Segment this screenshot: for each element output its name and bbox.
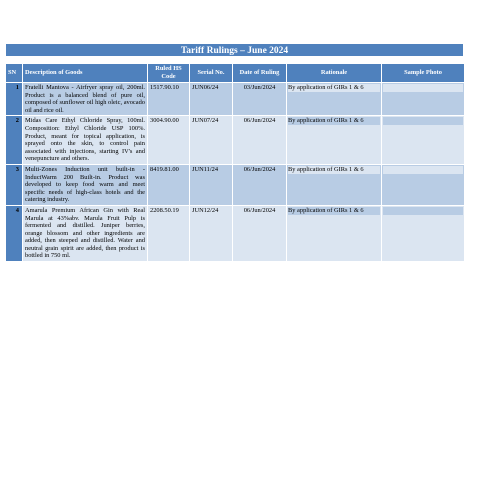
tariff-rulings-sheet	[5, 43, 464, 262]
row-rationale: By application of GIRs 1 & 6	[288, 84, 380, 92]
row-rationale: By application of GIRs 1 & 6	[288, 207, 380, 215]
header-serial-no: Serial No.	[190, 64, 233, 83]
row-rationale-cell	[287, 205, 382, 261]
table-row	[6, 83, 465, 116]
rulings-table	[5, 63, 465, 262]
row-sample-photo	[383, 166, 463, 174]
row-description: Midas Care Ethyl Chloride Spray, 100ml. Composition: Ethyl Chloride USP 100%. Product, meant for topical application, is sprayed onto the skin, to control pain associated with injections, starting IV's and venepuncture and others.	[23, 116, 148, 165]
header-sn: SN	[6, 64, 23, 83]
row-description: Multi-Zones Induction unit built-in - InductWarm 200 Built-in. Product was developed to keep food warm and meet specific needs of high-class hotels and the catering industry.	[23, 164, 148, 205]
row-date-of-ruling: 06/Jun/2024	[233, 205, 287, 261]
table-row	[6, 116, 465, 165]
row-rationale: By application of GIRs 1 & 6	[288, 166, 380, 174]
row-sn: 4	[6, 205, 23, 261]
row-rationale-cell	[287, 164, 382, 205]
row-sn: 1	[6, 83, 23, 116]
row-sample-photo	[383, 84, 463, 92]
row-description: Fratelli Mantova - Airfryer spray oil, 200ml. Product is a balanced blend of pure oil, composed of sunflower oil high oleic, avocado oil and rice oil.	[23, 83, 148, 116]
header-description: Description of Goods	[23, 64, 148, 83]
row-hs-code: 2208.50.19	[148, 205, 190, 261]
row-rationale-cell	[287, 83, 382, 116]
row-sn: 2	[6, 116, 23, 165]
header-rationale: Rationale	[287, 64, 382, 83]
table-row	[6, 164, 465, 205]
header-sample-photo: Sample Photo	[382, 64, 465, 83]
row-date-of-ruling: 06/Jun/2024	[233, 116, 287, 165]
row-hs-code: 3004.90.00	[148, 116, 190, 165]
table-header-row	[6, 64, 465, 83]
row-date-of-ruling: 06/Jun/2024	[233, 164, 287, 205]
row-sample-photo-cell	[382, 205, 465, 261]
row-rationale-cell	[287, 116, 382, 165]
header-date-of-ruling: Date of Ruling	[233, 64, 287, 83]
row-sample-photo	[383, 207, 463, 215]
row-hs-code: 8419.81.00	[148, 164, 190, 205]
row-hs-code: 1517.90.10	[148, 83, 190, 116]
row-serial-no: JUN12/24	[190, 205, 233, 261]
row-serial-no: JUN11/24	[190, 164, 233, 205]
row-sample-photo-cell	[382, 116, 465, 165]
row-rationale: By application of GIRs 1 & 6	[288, 117, 380, 125]
row-serial-no: JUN06/24	[190, 83, 233, 116]
row-sn: 3	[6, 164, 23, 205]
row-sample-photo-cell	[382, 83, 465, 116]
row-description: Amarula Premium African Gin with Real Marula at 43%abv. Marula Fruit Pulp is fermented and distilled. Juniper berries, orange blossom and other ingredients are added, then steeped and distilled. Water and neutral grain spirit are added, then product is bottled in 750 ml.	[23, 205, 148, 261]
row-serial-no: JUN07/24	[190, 116, 233, 165]
document-title: Tariff Rulings – June 2024	[5, 43, 464, 57]
table-row	[6, 205, 465, 261]
row-sample-photo	[383, 117, 463, 125]
row-sample-photo-cell	[382, 164, 465, 205]
row-date-of-ruling: 03/Jun/2024	[233, 83, 287, 116]
header-hs-code: Ruled HS Code	[148, 64, 190, 83]
